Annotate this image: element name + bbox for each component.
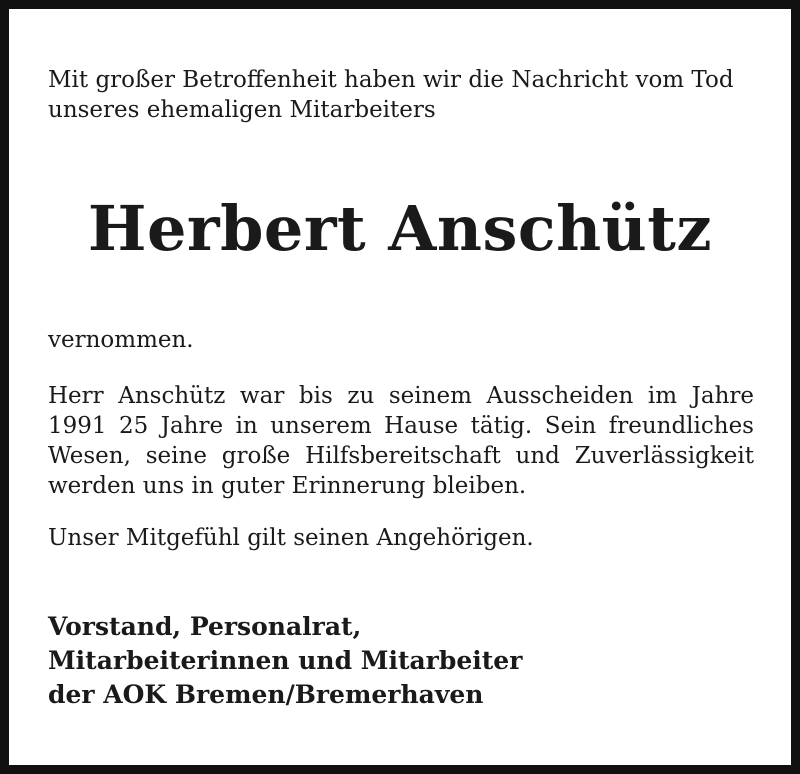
body-line: 1991 25 Jahre in unserem Hause tätig. Sein freundliches xyxy=(48,413,754,439)
intro-line: Mit großer Betroffenheit haben wir die Nachricht vom Tod xyxy=(48,67,734,93)
deceased-name: Herbert Anschütz xyxy=(87,192,713,265)
intro-line: unseres ehemaligen Mitarbeiters xyxy=(48,97,436,123)
body-line: Wesen, seine große Hilfsbereitschaft und Zuverlässigkeit xyxy=(48,443,754,469)
body-line: Herr Anschütz war bis zu seinem Ausscheiden im Jahre xyxy=(48,383,754,409)
signature-block xyxy=(48,610,754,712)
intro-text xyxy=(48,65,754,125)
vernommen-text: vernommen. xyxy=(48,327,194,353)
body-line: werden uns in guter Erinnerung bleiben. xyxy=(48,473,527,499)
signature-line: der AOK Bremen/Bremerhaven xyxy=(48,680,484,709)
body-paragraph xyxy=(48,381,754,501)
condolence-text: Unser Mitgefühl gilt seinen Angehörigen. xyxy=(48,525,534,551)
signature-line: Vorstand, Personalrat, xyxy=(48,612,362,641)
signature-line: Mitarbeiterinnen und Mitarbeiter xyxy=(48,646,523,675)
